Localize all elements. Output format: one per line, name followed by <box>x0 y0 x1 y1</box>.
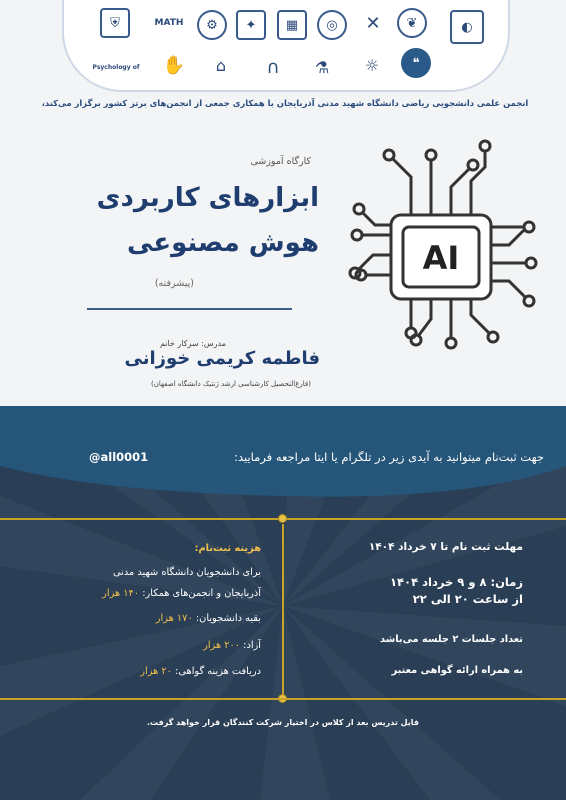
fee-free <box>203 640 261 651</box>
fee-certificate-value: ۲۰ هزار <box>140 666 172 677</box>
fees-heading: هزینه ثبت‌نام: <box>194 543 261 554</box>
fee-madani-students: برای دانشجویان دانشگاه شهید مدنی <box>112 567 261 578</box>
gold-dot-top <box>278 514 287 523</box>
certificate-note: به همراه ارائه گواهی معتبر <box>391 665 523 676</box>
art-society-icon: ◐ <box>450 10 484 44</box>
gold-divider-bottom <box>0 698 566 700</box>
fee-partners-value: ۱۴۰ هزار <box>102 588 140 599</box>
footer-note: فایل تدریس بعد از کلاس در اختیار شرکت کنندگان قرار خواهد گرفت. <box>146 718 420 727</box>
fee-other-students-value: ۱۷۰ هزار <box>155 613 193 624</box>
registration-instruction: جهت ثبت‌نام میتوانید به آیدی زیر در تلگرام یا ایتا مراجعه فرمایید: <box>234 450 544 464</box>
library-society-icon: ❦ <box>397 8 427 38</box>
session-count: تعداد جلسات ۲ جلسه می‌باشد <box>379 634 523 645</box>
intro-text: انجمن علمی دانشجویی ریاضی دانشگاه شهید مدنی آذربایجان با همکاری جمعی از انجمن‌های برتر کشور برگزار می‌کند، <box>41 98 529 108</box>
telegram-id[interactable]: @all0001 <box>89 450 149 464</box>
fee-other-students-label: بقیه دانشجویان: <box>195 613 261 624</box>
gold-divider-vertical <box>282 524 284 698</box>
horseshoe-society-icon: ∩ <box>258 52 288 82</box>
chemistry-society-icon: ⚗ <box>307 52 337 82</box>
lightbulb-society-icon: ☼ <box>357 50 387 80</box>
university-logo-icon: ⛨ <box>100 8 130 38</box>
ai-chip-label: AI <box>422 239 460 277</box>
partner-logos-banner <box>62 0 510 92</box>
fee-partners <box>102 588 261 599</box>
instructor-name: فاطمه کریمی خوزانی <box>124 348 320 369</box>
mechanical-society-icon: ◎ <box>317 10 347 40</box>
fee-certificate-label: دریافت هزینه گواهی: <box>175 666 261 677</box>
info-panel <box>0 406 566 800</box>
psychology-label: Psychology of <box>92 64 140 71</box>
speech-society-icon: ❝ <box>401 48 431 78</box>
registration-deadline: مهلت ثبت نام تا ۷ خرداد ۱۴۰۴ <box>368 541 523 553</box>
workshop-title-line2: هوش مصنوعی <box>127 228 319 258</box>
fee-partners-label: آذربایجان و انجمن‌های همکار: <box>142 588 261 599</box>
mosque-society-icon: ⌂ <box>206 50 236 80</box>
event-date: زمان: ۸ و ۹ خرداد ۱۴۰۴ <box>390 575 523 589</box>
gear-society-icon: ⚙ <box>197 10 227 40</box>
ai-chip-icon <box>333 137 553 362</box>
engineering-society-icon: ✦ <box>236 10 266 40</box>
fee-certificate <box>140 666 261 677</box>
instructor-description: (فارغ‌التحصیل کارشناسی ارشد ژنتیک دانشگاه اصفهان) <box>150 380 311 388</box>
math-association-icon: MATH <box>154 8 184 38</box>
workshop-level: (پیشرفته) <box>154 278 194 289</box>
workshop-label: کارگاه آموزشی <box>250 156 311 167</box>
event-time: از ساعت ۲۰ الی ۲۲ <box>412 592 523 606</box>
statistics-society-icon: ▦ <box>277 10 307 40</box>
instructor-label: مدرس: سرکار خانم <box>159 339 226 348</box>
workshop-title-line1: ابزارهای کاربردی <box>96 183 319 213</box>
hand-society-icon: ✋ <box>159 50 189 80</box>
fee-other-students <box>156 613 261 624</box>
fee-free-label: آزاد: <box>243 640 261 651</box>
title-divider <box>87 308 292 310</box>
fee-free-value: ۲۰۰ هزار <box>203 640 241 651</box>
dna-biology-icon: ✕ <box>358 8 388 38</box>
